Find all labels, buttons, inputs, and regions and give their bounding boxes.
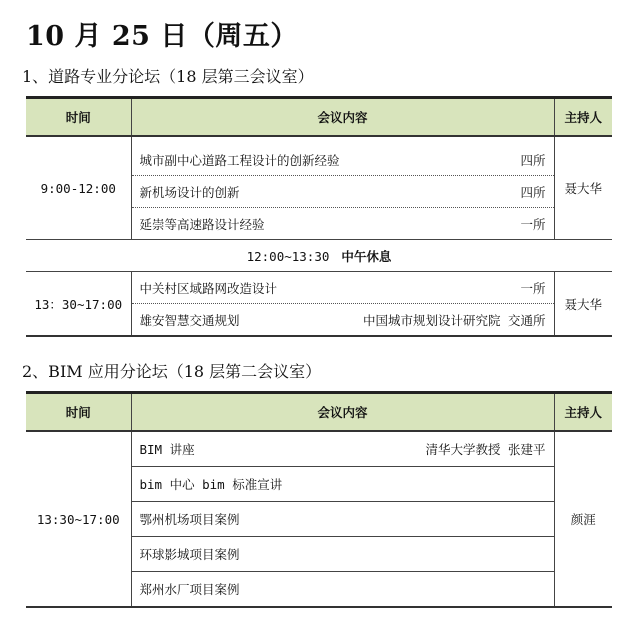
break-time: 12:00~13:30 [246, 248, 330, 264]
agenda-item [131, 502, 554, 537]
agenda-item [131, 537, 554, 572]
agenda-topic: 郑州水厂项目案例 [139, 582, 240, 597]
header-host: 主持人 [554, 98, 612, 137]
agenda-topic: BIM 讲座 [139, 442, 195, 457]
header-host: 主持人 [554, 393, 612, 432]
table-header [26, 393, 612, 432]
table-header [26, 98, 612, 137]
agenda-org: 清华大学教授 张建平 [425, 442, 546, 457]
section-heading-bim: 2、BIM 应用分论坛（18 层第二会议室） [22, 362, 322, 381]
host-cell: 颜涯 [554, 431, 612, 607]
agenda-item [131, 572, 554, 608]
agenda-org: 一所 [520, 216, 546, 232]
lunch-break-row [26, 240, 612, 272]
agenda-item [131, 304, 554, 337]
host-cell: 聂大华 [554, 272, 612, 337]
header-content: 会议内容 [131, 393, 554, 432]
break-label: 中午休息 [341, 248, 392, 264]
header-time: 时间 [26, 98, 131, 137]
schedule-table-bim [26, 391, 612, 608]
agenda-topic: 环球影城项目案例 [139, 547, 240, 562]
host-cell: 聂大华 [554, 136, 612, 240]
agenda-org: 一所 [520, 280, 546, 296]
agenda-item [131, 467, 554, 502]
time-cell: 13：30~17:00 [26, 272, 131, 337]
agenda-item [131, 144, 554, 176]
agenda-org: 四所 [520, 152, 546, 168]
agenda-topic: 鄂州机场项目案例 [139, 512, 240, 527]
section-heading-road: 1、道路专业分论坛（18 层第三会议室） [22, 67, 314, 86]
agenda-topic: 新机场设计的创新 [139, 184, 240, 200]
schedule-table-road [26, 96, 612, 337]
time-cell: 13:30~17:00 [26, 431, 131, 607]
page-title: 10 月 25 日（周五） [26, 21, 298, 52]
agenda-org: 中国城市规划设计研究院 交通所 [362, 312, 546, 328]
agenda-topic: 中关村区域路网改造设计 [139, 280, 278, 296]
agenda-item [131, 431, 554, 467]
agenda-org: 四所 [520, 184, 546, 200]
agenda-topic: 延崇等高速路设计经验 [139, 216, 265, 232]
agenda-topic: 雄安智慧交通规划 [139, 312, 240, 328]
agenda-item [131, 272, 554, 304]
agenda-item [131, 208, 554, 240]
agenda-item [131, 176, 554, 208]
agenda-topic: bim 中心 bim 标准宣讲 [139, 477, 283, 492]
agenda-topic: 城市副中心道路工程设计的创新经验 [139, 152, 340, 168]
header-content: 会议内容 [131, 98, 554, 137]
time-cell: 9:00-12:00 [26, 136, 131, 240]
header-time: 时间 [26, 393, 131, 432]
